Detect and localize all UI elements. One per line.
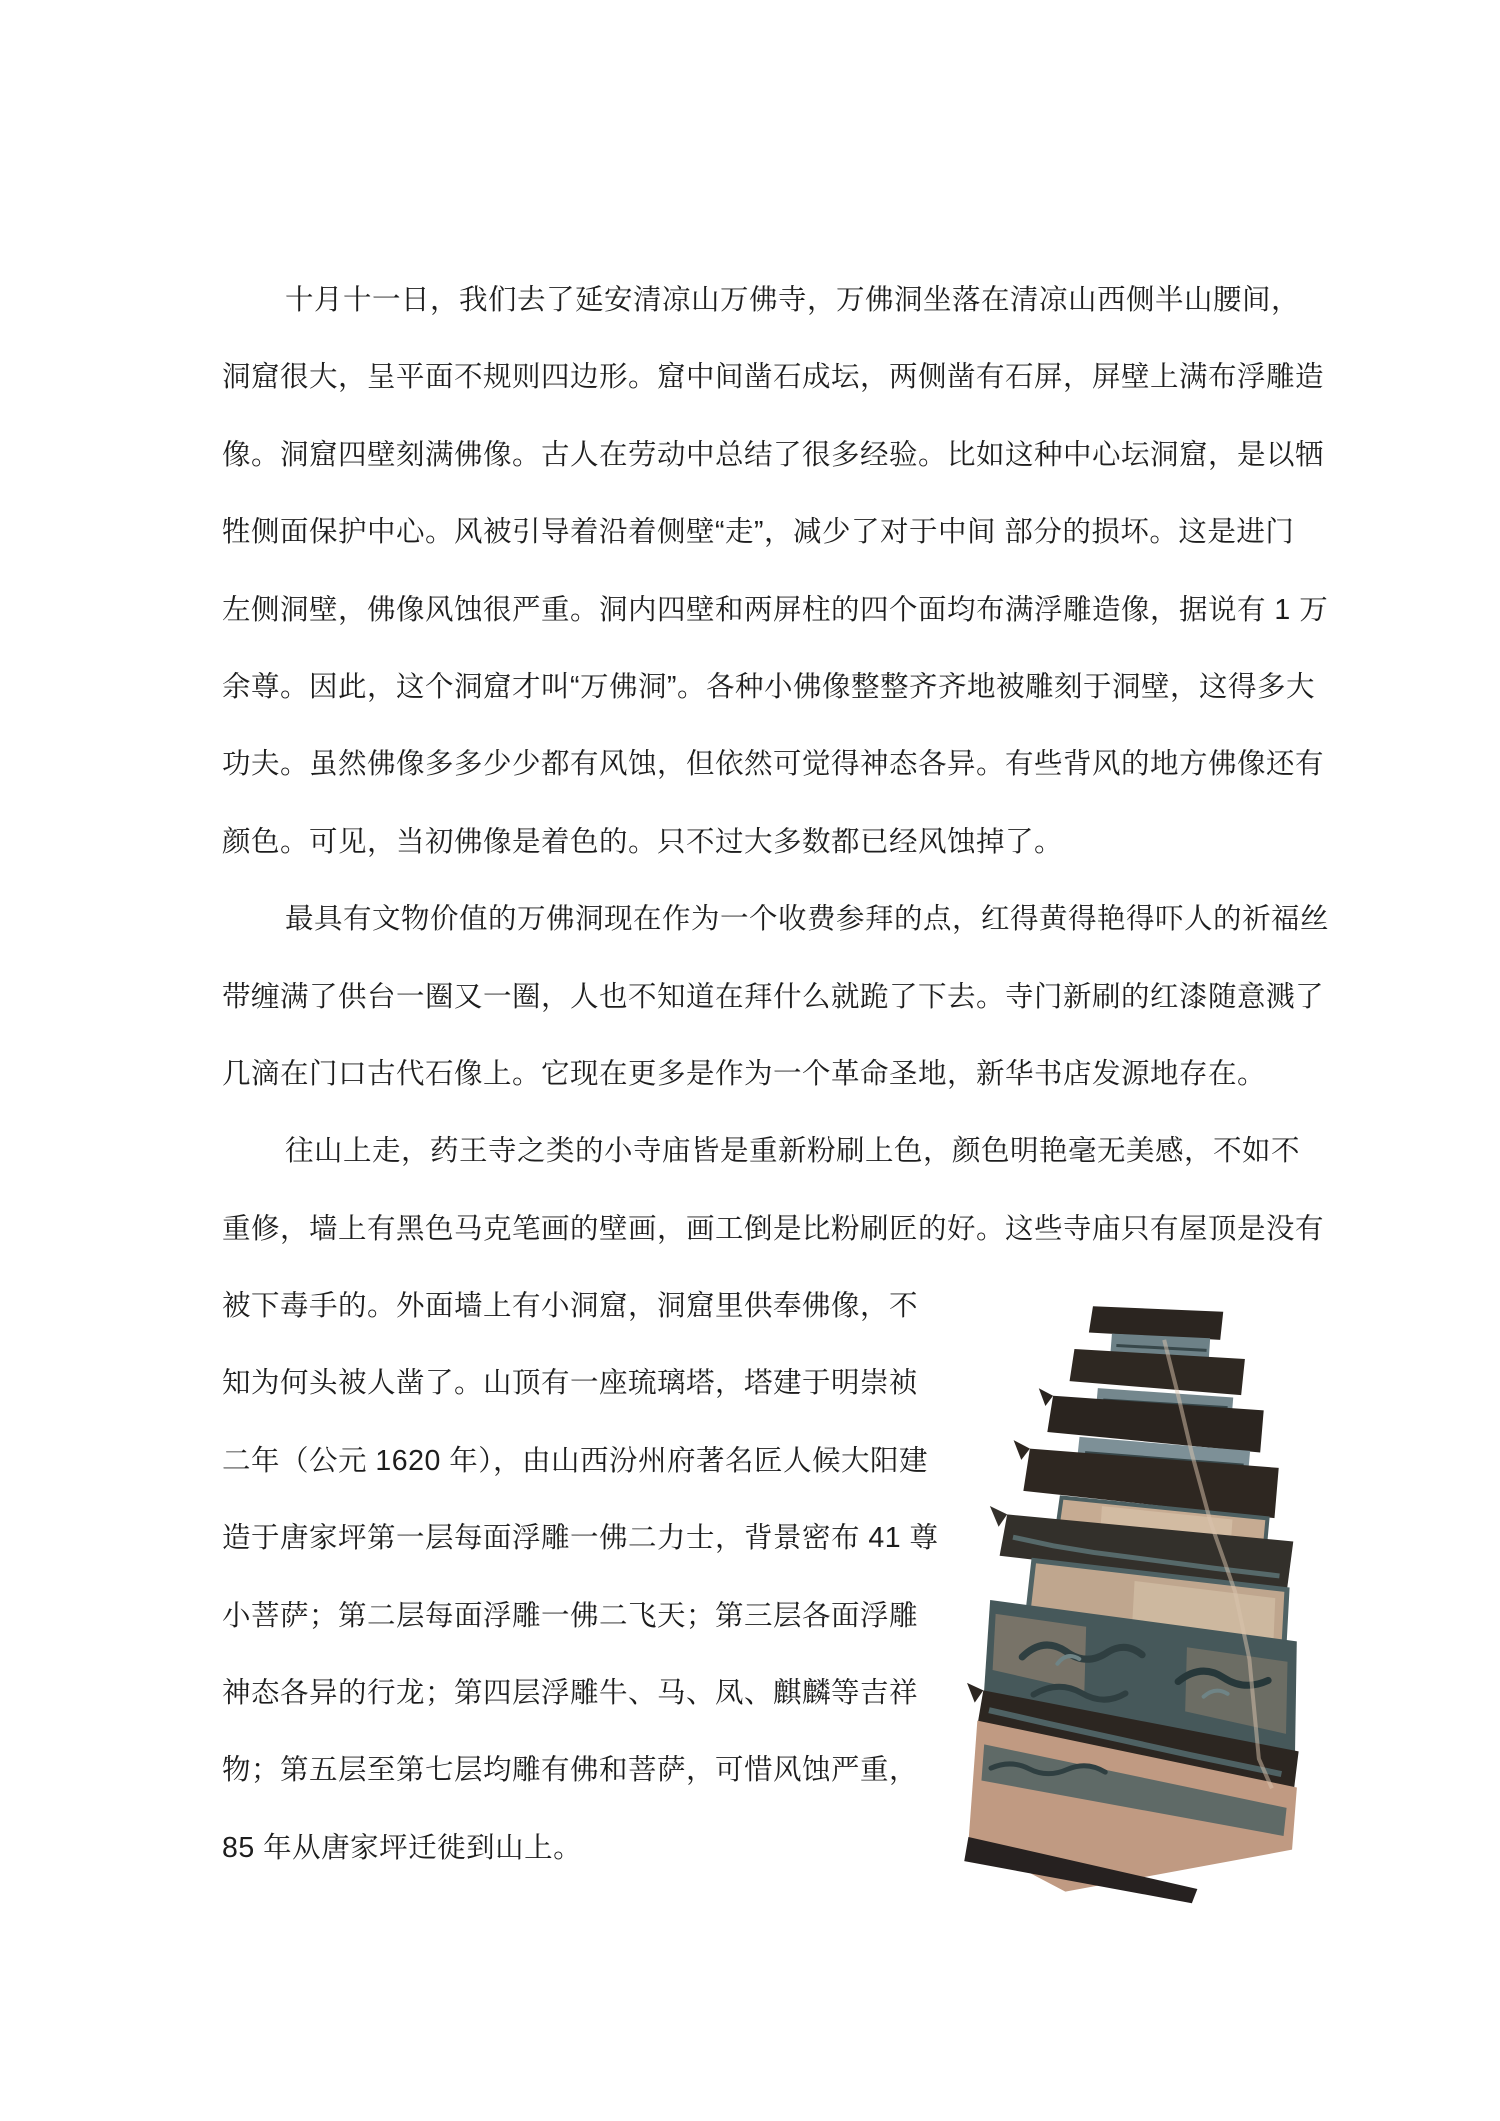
text-line: 带缠满了供台一圈又一圈，人也不知道在拜什么就跪了下去。寺门新刷的红漆随意溅了	[222, 980, 1325, 1013]
text-line: 85 年从唐家坪迁徙到山上。	[222, 1831, 583, 1864]
text-line: 最具有文物价值的万佛洞现在作为一个收费参拜的点，红得黄得艳得吓人的祈福丝	[285, 903, 1330, 936]
text-line: 左侧洞壁，佛像风蚀很严重。洞内四壁和两屏柱的四个面均布满浮雕造像，据说有 1 万	[222, 593, 1329, 626]
text-line: 造于唐家坪第一层每面浮雕一佛二力士，背景密布 41 尊	[222, 1522, 939, 1555]
text-line: 十月十一日，我们去了延安清凉山万佛寺，万佛洞坐落在清凉山西侧半山腰间，	[285, 284, 1301, 316]
text-line: 物；第五层至第七层均雕有佛和菩萨，可惜风蚀严重，	[222, 1754, 919, 1787]
text-line: 洞窟很大，呈平面不规则四边形。窟中间凿石成坛，两侧凿有石屏，屏壁上满布浮雕造	[222, 361, 1325, 394]
text-line: 往山上走，药王寺之类的小寺庙皆是重新粉刷上色，颜色明艳毫无美感，不如不	[285, 1135, 1301, 1168]
text-line: 重修，墙上有黑色马克笔画的壁画，画工倒是比粉刷匠的好。这些寺庙只有屋顶是没有	[222, 1212, 1325, 1245]
text-line: 被下毒手的。外面墙上有小洞窟，洞窟里供奉佛像，不	[222, 1290, 919, 1323]
text-line: 颜色。可见，当初佛像是着色的。只不过大多数都已经风蚀掉了。	[222, 825, 1064, 858]
glazed-pagoda-illustration	[935, 1292, 1315, 1904]
text-line: 余尊。因此，这个洞窟才叫“万佛洞”。各种小佛像整整齐齐地被雕刻于洞壁，这得多大	[222, 670, 1315, 703]
text-line: 功夫。虽然佛像多多少少都有风蚀，但依然可觉得神态各异。有些背风的地方佛像还有	[222, 748, 1325, 781]
text-line: 小菩萨；第二层每面浮雕一佛二飞天；第三层各面浮雕	[222, 1599, 919, 1632]
text-line: 知为何头被人凿了。山顶有一座琉璃塔，塔建于明崇祯	[222, 1367, 919, 1400]
text-line: 几滴在门口古代石像上。它现在更多是作为一个革命圣地，新华书店发源地存在。	[222, 1057, 1267, 1090]
paragraph	[222, 881, 1332, 1113]
pagoda-photo	[935, 1292, 1315, 1904]
text-line: 二年（公元 1620 年），由山西汾州府著名匠人候大阳建	[222, 1444, 928, 1477]
text-line: 牲侧面保护中心。风被引导着沿着侧壁“走”，减少了对于中间 部分的损坏。这是进门	[222, 516, 1295, 549]
paragraph	[222, 262, 1332, 881]
text-line: 神态各异的行龙；第四层浮雕牛、马、凤、麒麟等吉祥	[222, 1677, 919, 1710]
text-line: 像。洞窟四壁刻满佛像。古人在劳动中总结了很多经验。比如这种中心坛洞窟，是以牺	[222, 438, 1325, 471]
